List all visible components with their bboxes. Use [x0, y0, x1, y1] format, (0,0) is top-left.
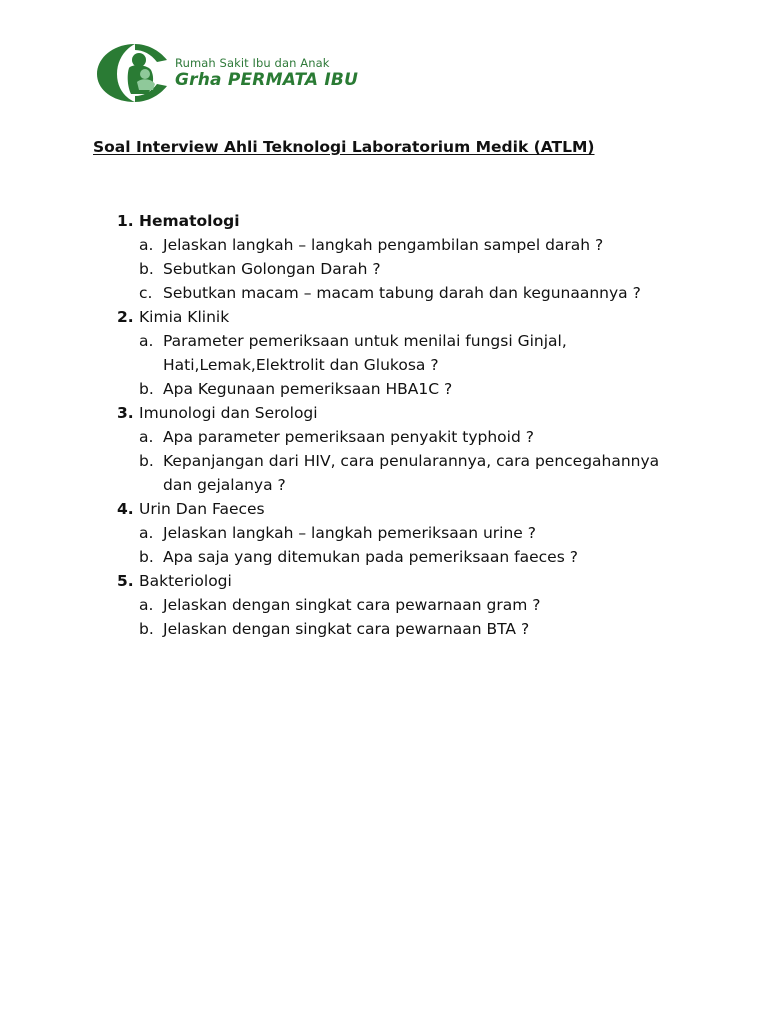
item-text: Jelaskan dengan singkat cara pewarnaan gram ?: [163, 596, 541, 614]
section-heading: [0, 497, 768, 521]
section-number: 4.: [117, 500, 134, 518]
section-heading: [0, 569, 768, 593]
item-text: Jelaskan dengan singkat cara pewarnaan BTA ?: [163, 620, 530, 638]
item-text: Apa parameter pemeriksaan penyakit typhoid ?: [163, 428, 534, 446]
hospital-name: Grha PERMATA IBU: [175, 70, 359, 90]
section-heading: [0, 401, 768, 425]
item-letter: c.: [139, 284, 153, 302]
item-letter: b.: [139, 380, 154, 398]
item-letter: a.: [139, 524, 154, 542]
section-title: Hematologi: [139, 212, 240, 230]
item-letter: a.: [139, 428, 154, 446]
section-hematologi: [0, 209, 768, 305]
item-letter: b.: [139, 620, 154, 638]
question-item: [0, 449, 768, 497]
section-title: Imunologi dan Serologi: [139, 404, 318, 422]
section-number: 5.: [117, 572, 134, 590]
item-letter: a.: [139, 596, 154, 614]
question-item: [0, 593, 768, 617]
item-text: Sebutkan Golongan Darah ?: [163, 260, 381, 278]
hospital-mother-child-logo-icon: [95, 42, 175, 104]
hospital-subtitle: Rumah Sakit Ibu dan Anak: [175, 56, 330, 70]
question-item: [0, 329, 768, 377]
item-letter: b.: [139, 452, 154, 470]
document-title: Soal Interview Ahli Teknologi Laboratorium Medik (ATLM): [93, 138, 595, 156]
section-kimia-klinik: [0, 305, 768, 401]
item-letter: b.: [139, 548, 154, 566]
question-item: [0, 281, 768, 305]
question-item: [0, 545, 768, 569]
question-list: [0, 209, 768, 641]
question-item: [0, 425, 768, 449]
item-text: Kepanjangan dari HIV, cara penularannya, cara pencegahannya: [163, 452, 660, 470]
item-text: Apa Kegunaan pemeriksaan HBA1C ?: [163, 380, 453, 398]
question-item: [0, 377, 768, 401]
item-text: Jelaskan langkah – langkah pemeriksaan urine ?: [163, 524, 536, 542]
item-letter: a.: [139, 332, 154, 350]
section-urin-faeces: [0, 497, 768, 569]
section-number: 1.: [117, 212, 134, 230]
section-title: Urin Dan Faeces: [139, 500, 265, 518]
section-number: 3.: [117, 404, 134, 422]
hospital-logo: [95, 42, 435, 106]
item-letter: b.: [139, 260, 154, 278]
item-text: Jelaskan langkah – langkah pengambilan sampel darah ?: [163, 236, 604, 254]
item-text-continued: dan gejalanya ?: [163, 476, 286, 494]
item-text: Apa saja yang ditemukan pada pemeriksaan faeces ?: [163, 548, 578, 566]
section-title: Kimia Klinik: [139, 308, 230, 326]
section-heading: [0, 209, 768, 233]
section-heading: [0, 305, 768, 329]
item-text: Sebutkan macam – macam tabung darah dan kegunaannya ?: [163, 284, 641, 302]
section-number: 2.: [117, 308, 134, 326]
item-letter: a.: [139, 236, 154, 254]
question-item: [0, 257, 768, 281]
question-item: [0, 233, 768, 257]
item-text-continued: Hati,Lemak,Elektrolit dan Glukosa ?: [163, 356, 439, 374]
item-text: Parameter pemeriksaan untuk menilai fungsi Ginjal,: [163, 332, 567, 350]
question-item: [0, 617, 768, 641]
section-imunologi-serologi: [0, 401, 768, 497]
section-title: Bakteriologi: [139, 572, 232, 590]
section-bakteriologi: [0, 569, 768, 641]
question-item: [0, 521, 768, 545]
